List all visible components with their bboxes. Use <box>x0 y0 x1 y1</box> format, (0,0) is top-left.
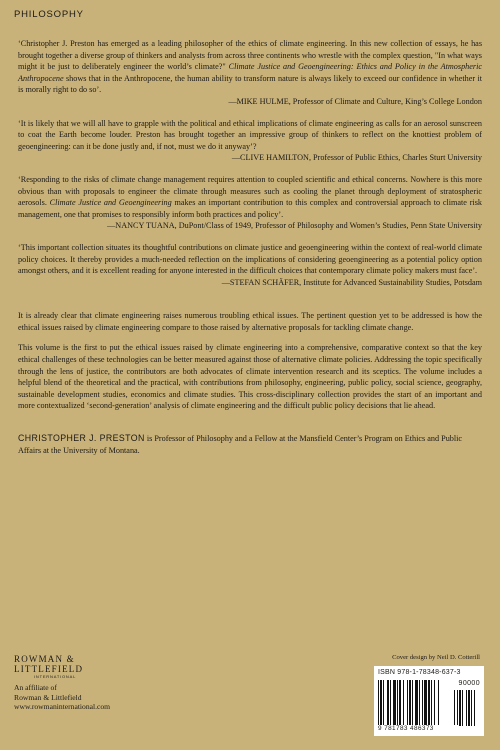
endorsement-quote: ‘Christopher J. Preston has emerged as a leading philosopher of the ethics of climate engineering. In this new collection of essays, he has brought together a diverse group of thinkers and analysts from across three continents who wrestle with the complex question, "In what ways might it be just to deliberately engineer the world’s climate?" Climate Justice and Geoengineering: Ethics and Policy in the Atmospheric Anthropocene shows that in the Anthropocene, the human ability to transform nature is always likely to exceed our confidence in whether it is morally right to do so’. —MIKE HULME, Professor of Climate and Culture, King’s College London <box>18 39 482 106</box>
main-content <box>18 38 482 456</box>
author-bio: CHRISTOPHER J. PRESTON is Professor of Philosophy and a Fellow at the Mansfield Center’s Program on Ethics and Public Affairs at the University of Montana. <box>18 433 463 455</box>
book-title-italic: Climate Justice and Geoengineering: Ethics and Policy in the Atmospheric Anthropocene <box>18 62 482 83</box>
publisher-block <box>14 654 110 712</box>
endorsement-attribution: —STEFAN SCHÄFER, Institute for Advanced Sustainability Studies, Potsdam <box>221 277 482 287</box>
book-title-italic: Climate Justice and Geoengineering <box>49 198 172 208</box>
category-label: PHILOSOPHY <box>14 9 84 20</box>
author-name: CHRISTOPHER J. PRESTON <box>18 433 145 444</box>
price-code: 90000 <box>458 680 480 687</box>
barcode <box>374 666 484 736</box>
publisher-url: www.rowmaninternational.com <box>14 702 111 712</box>
description-paragraph: This volume is the first to put the ethical issues raised by climate engineering into a comprehensive, comparative context so that the key ethical challenges of these technologies can be better measured against those of alternative climate policies. Addressing the topic specifically through the lens of justice, the contributors are both advocates of climate intervention research and its sceptics. The volume includes a helpful blend of the theoretical and the practical, with contributions from philosophy, engineering, public policy, social science, geography, sustainable development studies, economics and climate studies. This cross-disciplinary collection provides the start of an important and more contextualized ‘second-generation’ analysis of climate engineering and the difficult public policy decisions that lie ahead. <box>18 343 482 411</box>
description-paragraph: It is already clear that climate engineering raises numerous troubling ethical issues. The pertinent question yet to be addressed is how the ethical issues raised by climate engineering compare to those raised by alternative proposals for tackling climate change. <box>18 311 482 332</box>
endorsement-quote: ‘This important collection situates its thoughtful contributions on climate justice and geoengineering within the context of real-world climate policy choices. It thereby provides a much-needed reflection on the implications of considering geoengineering as a potential policy option amongst others, and it is excellent reading for anyone interested in the difficult choices that contemporary climate policy makers must face’. —STEFAN SCHÄFER, Institute for Advanced Sustainability Studies, Potsdam <box>18 242 482 287</box>
endorsement-quote: ‘Responding to the risks of climate change management requires attention to coupled scientific and ethical concerns. Nowhere is this more obvious than with proposals to engineer the climate through measures such as cooling the planet through deployment of stratospheric aerosols. Climate Justice and Geoengineering makes an important contribution to this complex and controversial approach to climate risk management, one that promises to responsibly inform both practices and policy’. —NANCY TUANA, DuPont/Class of 1949, Professor of Philosophy and Women’s Studies, Penn State University <box>18 174 482 231</box>
isbn-label: ISBN 978-1-78348-637-3 <box>378 669 461 676</box>
publisher-affiliate: An affiliate of Rowman & Littlefield www.rowmaninternational.com <box>14 683 111 712</box>
endorsement-attribution: —CLIVE HAMILTON, Professor of Public Ethics, Charles Sturt University <box>231 153 482 163</box>
endorsement-attribution: —MIKE HULME, Professor of Climate and Culture, King’s College London <box>228 96 482 106</box>
publisher-logo: ROWMAN & LITTLEFIELD INTERNATIONAL <box>14 654 84 679</box>
endorsement-quote: ‘It is likely that we will all have to grapple with the political and ethical implications of climate engineering as calls for an aerosol sunscreen to coat the Earth become louder. Preston has brought together an impressive group of thinkers to reflect on the knottiest problem of geoengineering: can it be done justly and, if not, must we do it anyway’? —CLIVE HAMILTON, Professor of Public Ethics, Charles Sturt University <box>18 118 482 163</box>
barcode-number: 9 781783 486373 <box>378 725 458 732</box>
cover-credit: Cover design by Neil D. Cotterill <box>392 654 480 661</box>
endorsement-attribution: —NANCY TUANA, DuPont/Class of 1949, Professor of Philosophy and Women’s Studies, Penn State University <box>107 221 482 231</box>
